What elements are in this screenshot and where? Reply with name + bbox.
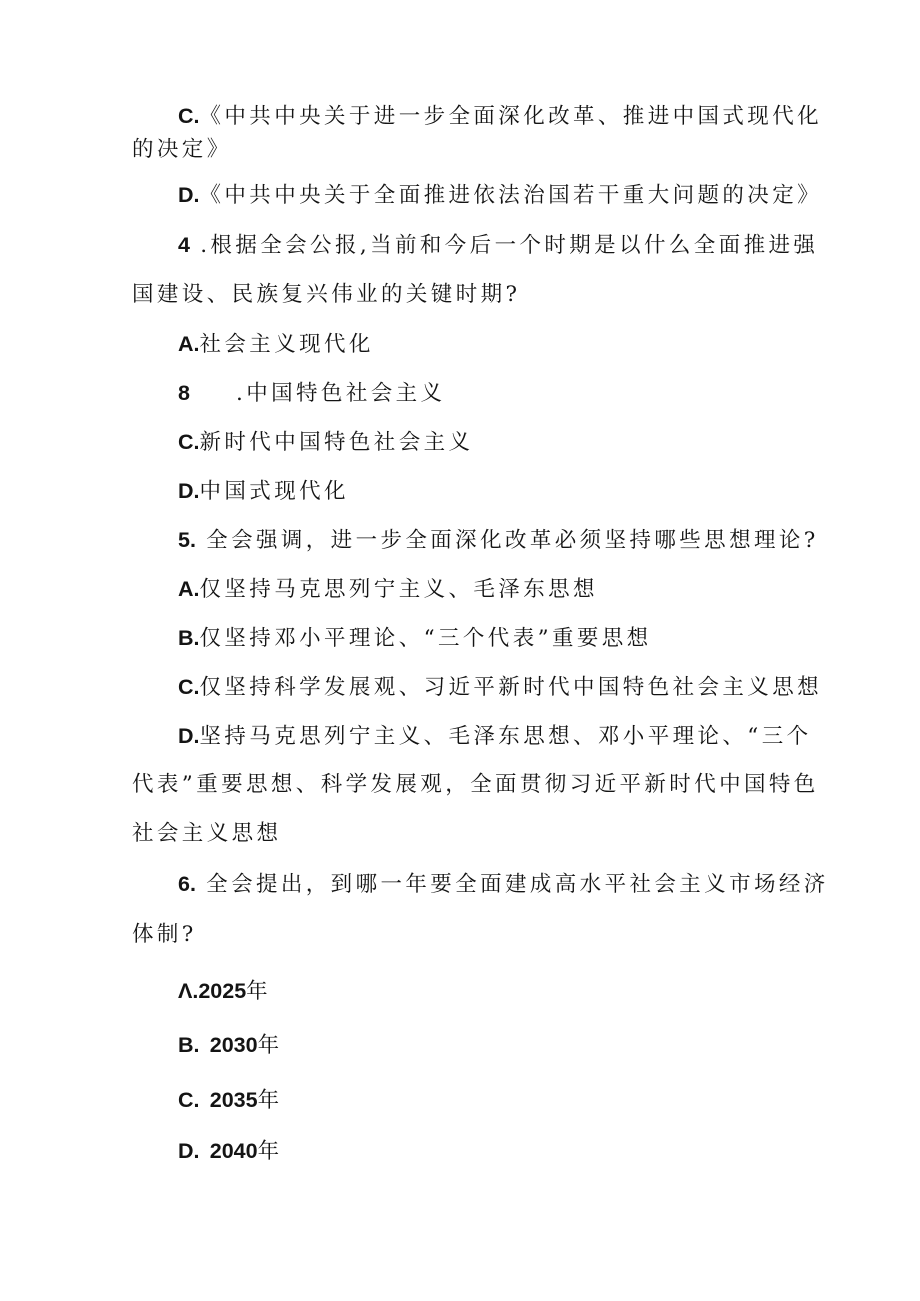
q3-option-d (178, 180, 822, 211)
q4-option-b-label: 8 (178, 381, 190, 405)
q6-option-d-year: 2040 (209, 1139, 258, 1163)
q6-question-text: 全会提出，到哪一年要全面建成高水平社会主义市场经济 (206, 872, 829, 897)
q4-option-c (178, 427, 473, 458)
q6-option-c (178, 1085, 282, 1116)
q4-option-b-text: .中国特色社会主义 (236, 381, 446, 406)
q3-option-c-line2: 的决定》 (132, 137, 232, 162)
q5-option-b (178, 623, 652, 654)
q6-option-d-unit: 年 (257, 1139, 283, 1164)
q4-question-text: .根据全会公报,当前和今后一个时期是以什么全面推进强 (189, 233, 819, 258)
q4-option-c-label: C. (178, 430, 200, 454)
q5-option-d-line3: 社会主义思想 (132, 821, 282, 846)
q6-number: 6. (178, 872, 196, 896)
q6-option-d-label: D. (178, 1139, 200, 1163)
q4-option-d-text: 中国式现代化 (199, 479, 349, 504)
q5-option-d-label: D. (178, 724, 200, 748)
q4-option-a-text: 社会主义现代化 (199, 332, 374, 357)
q4-option-d (178, 476, 349, 507)
q6-option-a-label: Λ. (178, 979, 199, 1003)
q6-question-line2: 体制? (132, 922, 197, 947)
q6-option-a (178, 976, 271, 1007)
q5-option-b-label: B. (178, 626, 200, 650)
q5-option-c (178, 672, 822, 703)
q5-question (178, 525, 819, 556)
q4-option-d-label: D. (178, 479, 200, 503)
q6-option-c-unit: 年 (257, 1088, 283, 1113)
q3-option-c-line1 (178, 101, 822, 132)
q5-option-d-line1 (178, 721, 812, 752)
q5-number: 5. (178, 528, 196, 552)
q4-number: 4 (178, 233, 190, 257)
q5-question-text: 全会强调，进一步全面深化改革必须坚持哪些思想理论? (206, 528, 819, 553)
q4-option-c-text: 新时代中国特色社会主义 (199, 430, 474, 455)
q4-question-line2: 国建设、民族复兴伟业的关键时期? (132, 282, 521, 307)
q6-option-c-year: 2035 (209, 1088, 258, 1112)
q4-question-line1 (178, 230, 818, 261)
q4-option-a (178, 329, 374, 360)
q5-option-a (178, 574, 598, 605)
q6-option-c-label: C. (178, 1088, 200, 1112)
q3-option-c-text: 《中共中央关于进一步全面深化改革、推进中国式现代化 (199, 104, 823, 129)
q6-option-b-unit: 年 (257, 1033, 283, 1058)
q3-option-c-label: C. (178, 104, 200, 128)
q6-option-b (178, 1030, 282, 1061)
q6-question-line1 (178, 869, 829, 900)
q5-option-a-text: 仅坚持马克思列宁主义、毛泽东思想 (199, 577, 598, 602)
q6-option-b-year: 2030 (209, 1033, 258, 1057)
q3-option-d-label: D. (178, 183, 200, 207)
q4-option-b (178, 378, 445, 409)
q5-option-a-label: A. (178, 577, 200, 601)
q6-option-a-year: 2025 (198, 979, 247, 1003)
q6-option-d (178, 1136, 282, 1167)
q5-option-c-text: 仅坚持科学发展观、习近平新时代中国特色社会主义思想 (199, 675, 823, 700)
q4-option-a-label: A. (178, 332, 200, 356)
q6-option-a-unit: 年 (246, 979, 272, 1004)
q5-option-c-label: C. (178, 675, 200, 699)
q5-option-b-text: 仅坚持邓小平理论、“三个代表”重要思想 (199, 626, 652, 651)
q5-option-d-line2: 代表”重要思想、科学发展观，全面贯彻习近平新时代中国特色 (132, 772, 819, 797)
q6-option-b-label: B. (178, 1033, 200, 1057)
q5-option-d-text: 坚持马克思列宁主义、毛泽东思想、邓小平理论、“三个 (199, 724, 812, 749)
q3-option-d-text: 《中共中央关于全面推进依法治国若干重大问题的决定》 (199, 183, 823, 208)
